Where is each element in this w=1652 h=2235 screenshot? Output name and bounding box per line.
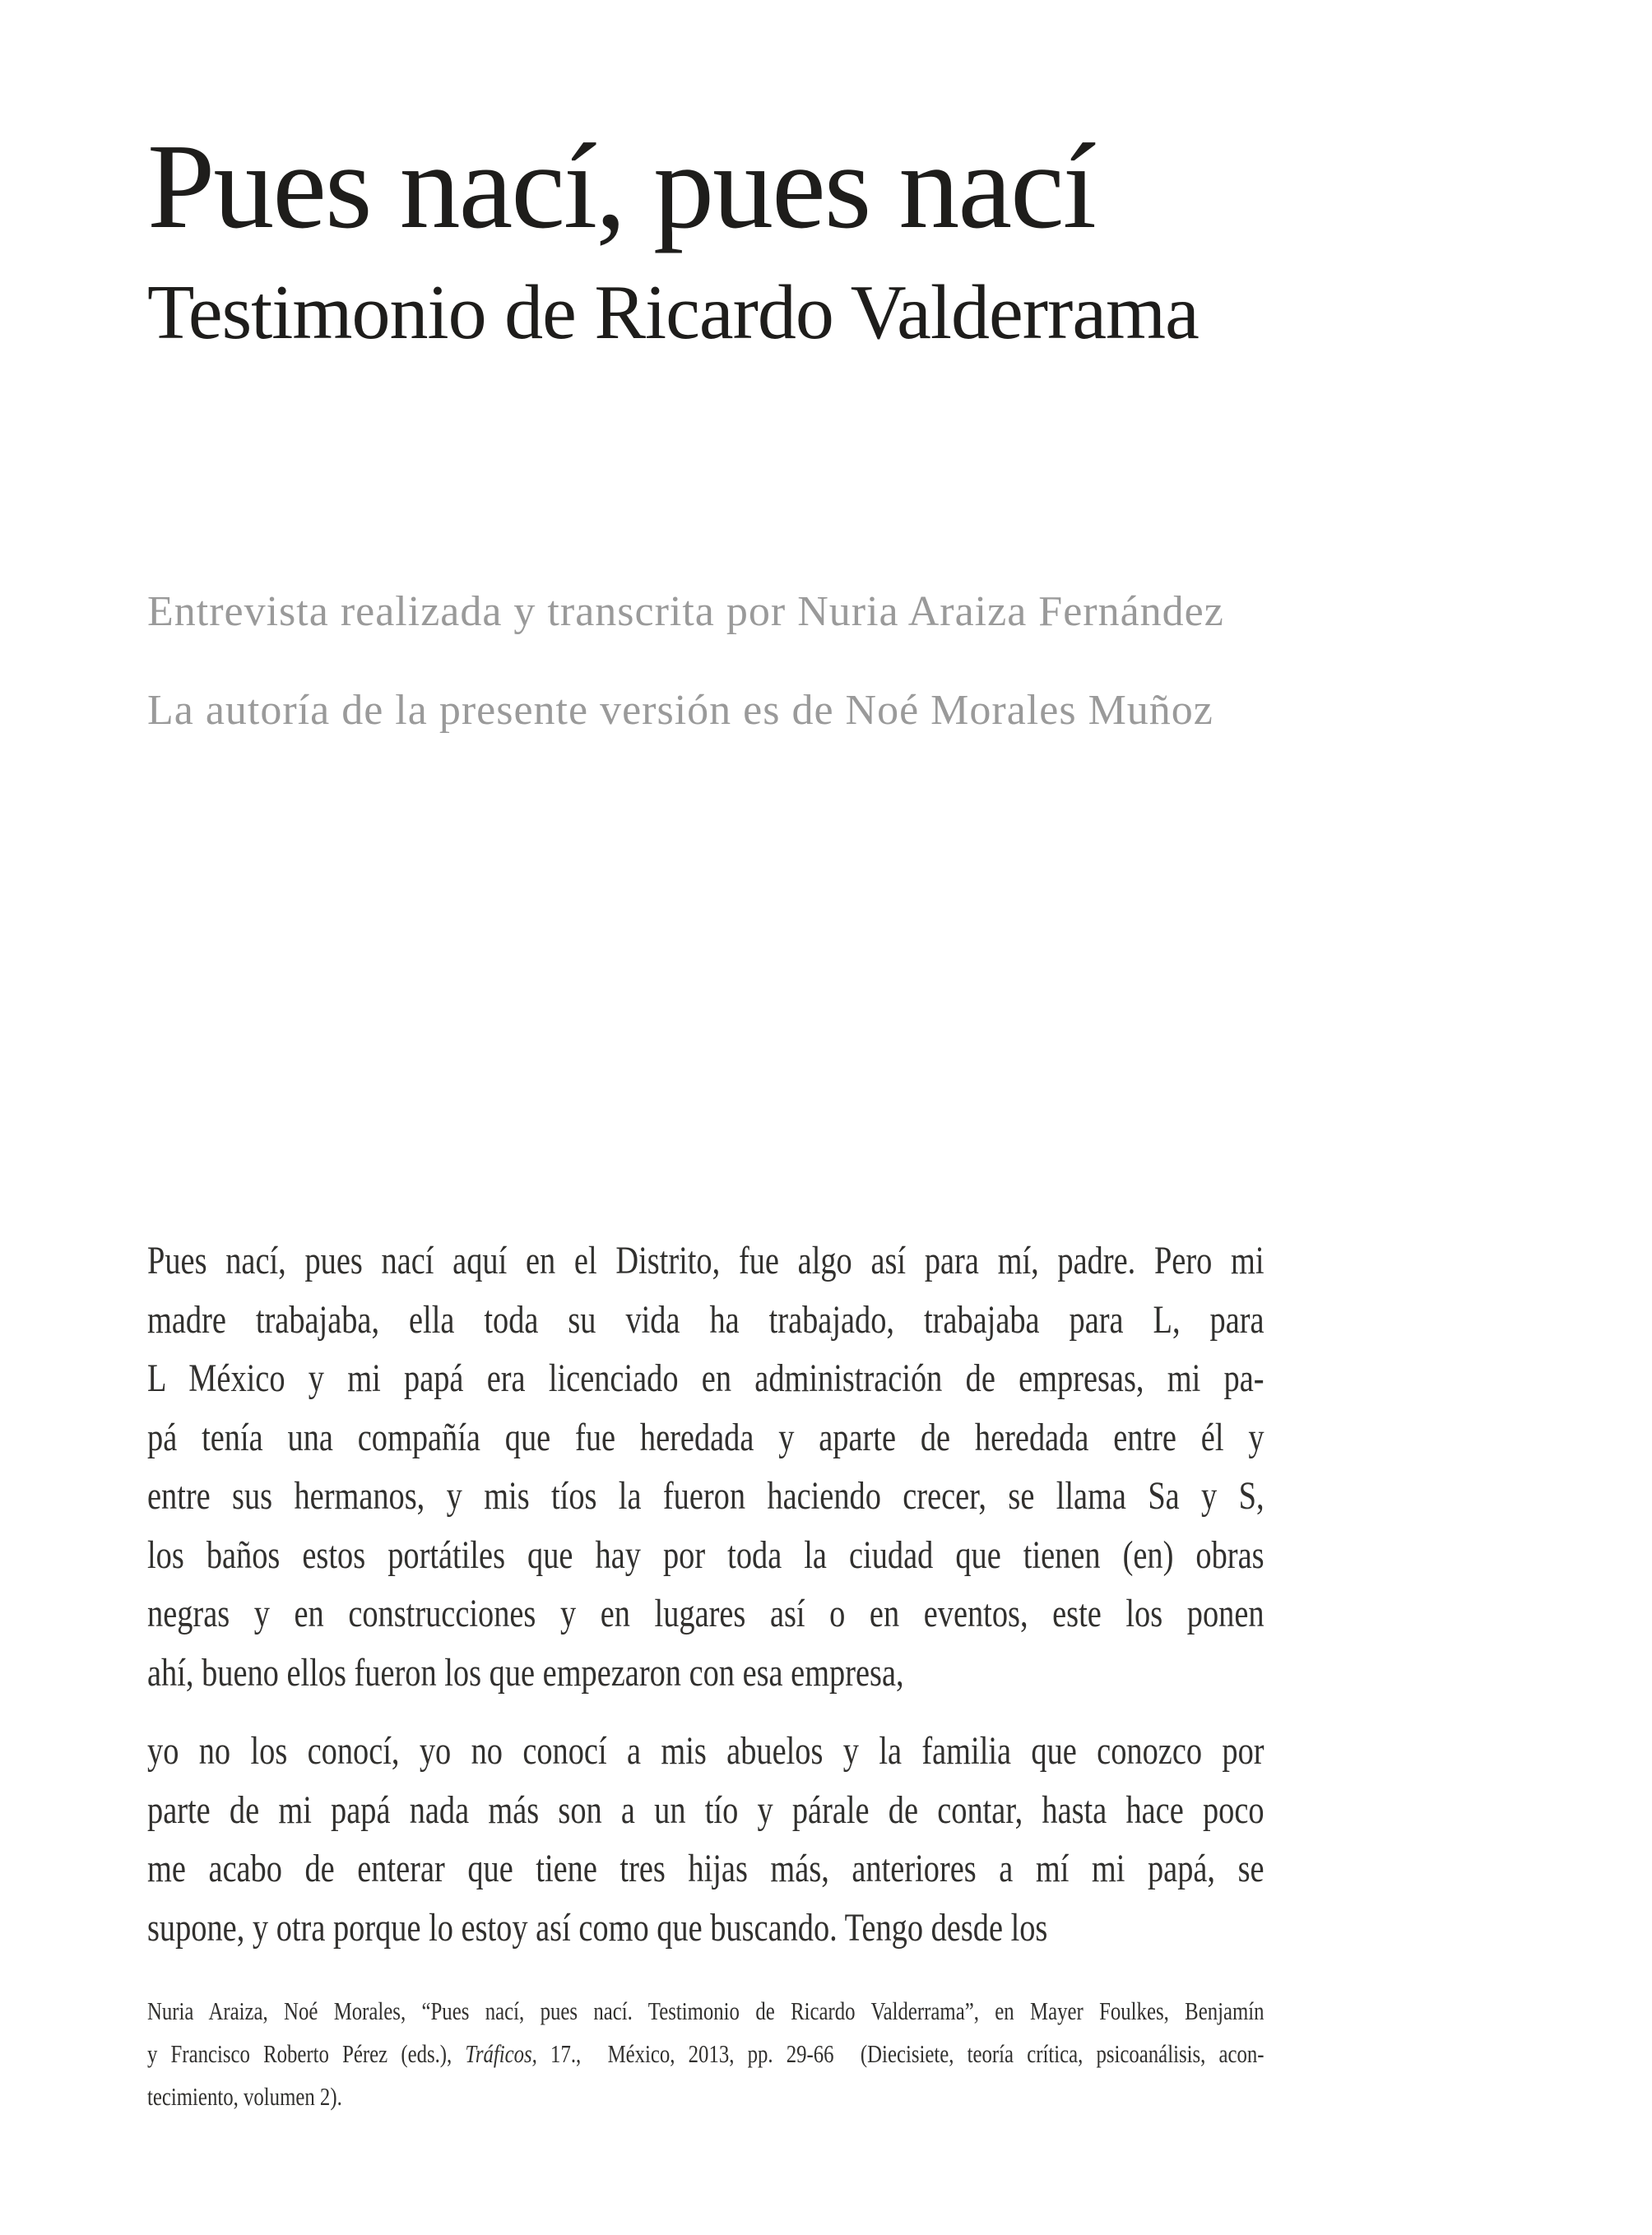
credits-block — [147, 563, 1224, 760]
page-subtitle: Testimonio de Ricardo Valderrama — [147, 270, 1199, 355]
page-title: Pues nací, pues nací — [147, 119, 1095, 254]
body-line: ahí, bueno ellos fueron los que empezaron con esa empresa, — [147, 1650, 904, 1695]
body-line: me acabo de enterar que tiene tres hijas más, anteriores a mí mi papá, se — [147, 1847, 1265, 1890]
body-line: Pues nací, pues nací aquí en el Distrito, fue algo así para mí, padre. Pero mi — [147, 1239, 1265, 1282]
body-line: L México y mi papá era licenciado en administración de empresas, mi pa- — [147, 1356, 1265, 1400]
footnote-line: Nuria Araiza, Noé Morales, “Pues nací, pues nací. Testimonio de Ricardo Valderrama”, en Mayer Foulkes, Benjamín — [147, 1996, 1265, 2025]
paragraph-2 — [147, 1722, 1265, 1957]
paragraph-1 — [147, 1231, 1265, 1702]
footnote-citation-prefix: y Francisco Roberto Pérez (eds.), — [147, 2039, 466, 2068]
body-line: los baños estos portátiles que hay por toda la ciudad que tienen (en) obras — [147, 1533, 1265, 1577]
body-line: yo no los conocí, yo no conocí a mis abuelos y la familia que conozco por — [147, 1729, 1265, 1773]
body-line: madre trabajaba, ella toda su vida ha trabajado, trabajaba para L, para — [147, 1297, 1265, 1342]
footnote-citation-suffix: 17., México, 2013, pp. 29-66 (Diecisiete, teoría crítica, psicoanálisis, acon- — [536, 2039, 1265, 2068]
body-line: supone, y otra porque lo estoy así como que buscando. Tengo desde los — [147, 1905, 1048, 1950]
body-line: entre sus hermanos, y mis tíos la fueron haciendo crecer, se llama Sa y S, — [147, 1474, 1265, 1518]
credit-line-author: La autoría de la presente versión es de Noé Morales Muñoz — [147, 687, 1213, 734]
body-line: negras y en construcciones y en lugares así o en eventos, este los ponen — [147, 1592, 1265, 1635]
footnote-line: tecimiento, volumen 2). — [147, 2082, 342, 2111]
footnote-block — [147, 1990, 1265, 2118]
footnote-line — [147, 2033, 1265, 2075]
body-line: parte de mi papá nada más son a un tío y párale de contar, hasta hace poco — [147, 1788, 1265, 1832]
credit-line-interviewer: Entrevista realizada y transcrita por Nuria Araiza Fernández — [147, 588, 1224, 635]
body-text-column — [147, 1231, 1265, 2118]
footnote-journal-title: Tráficos, — [465, 2039, 537, 2068]
body-line: pá tenía una compañía que fue heredada y aparte de heredada entre él y — [147, 1415, 1265, 1459]
